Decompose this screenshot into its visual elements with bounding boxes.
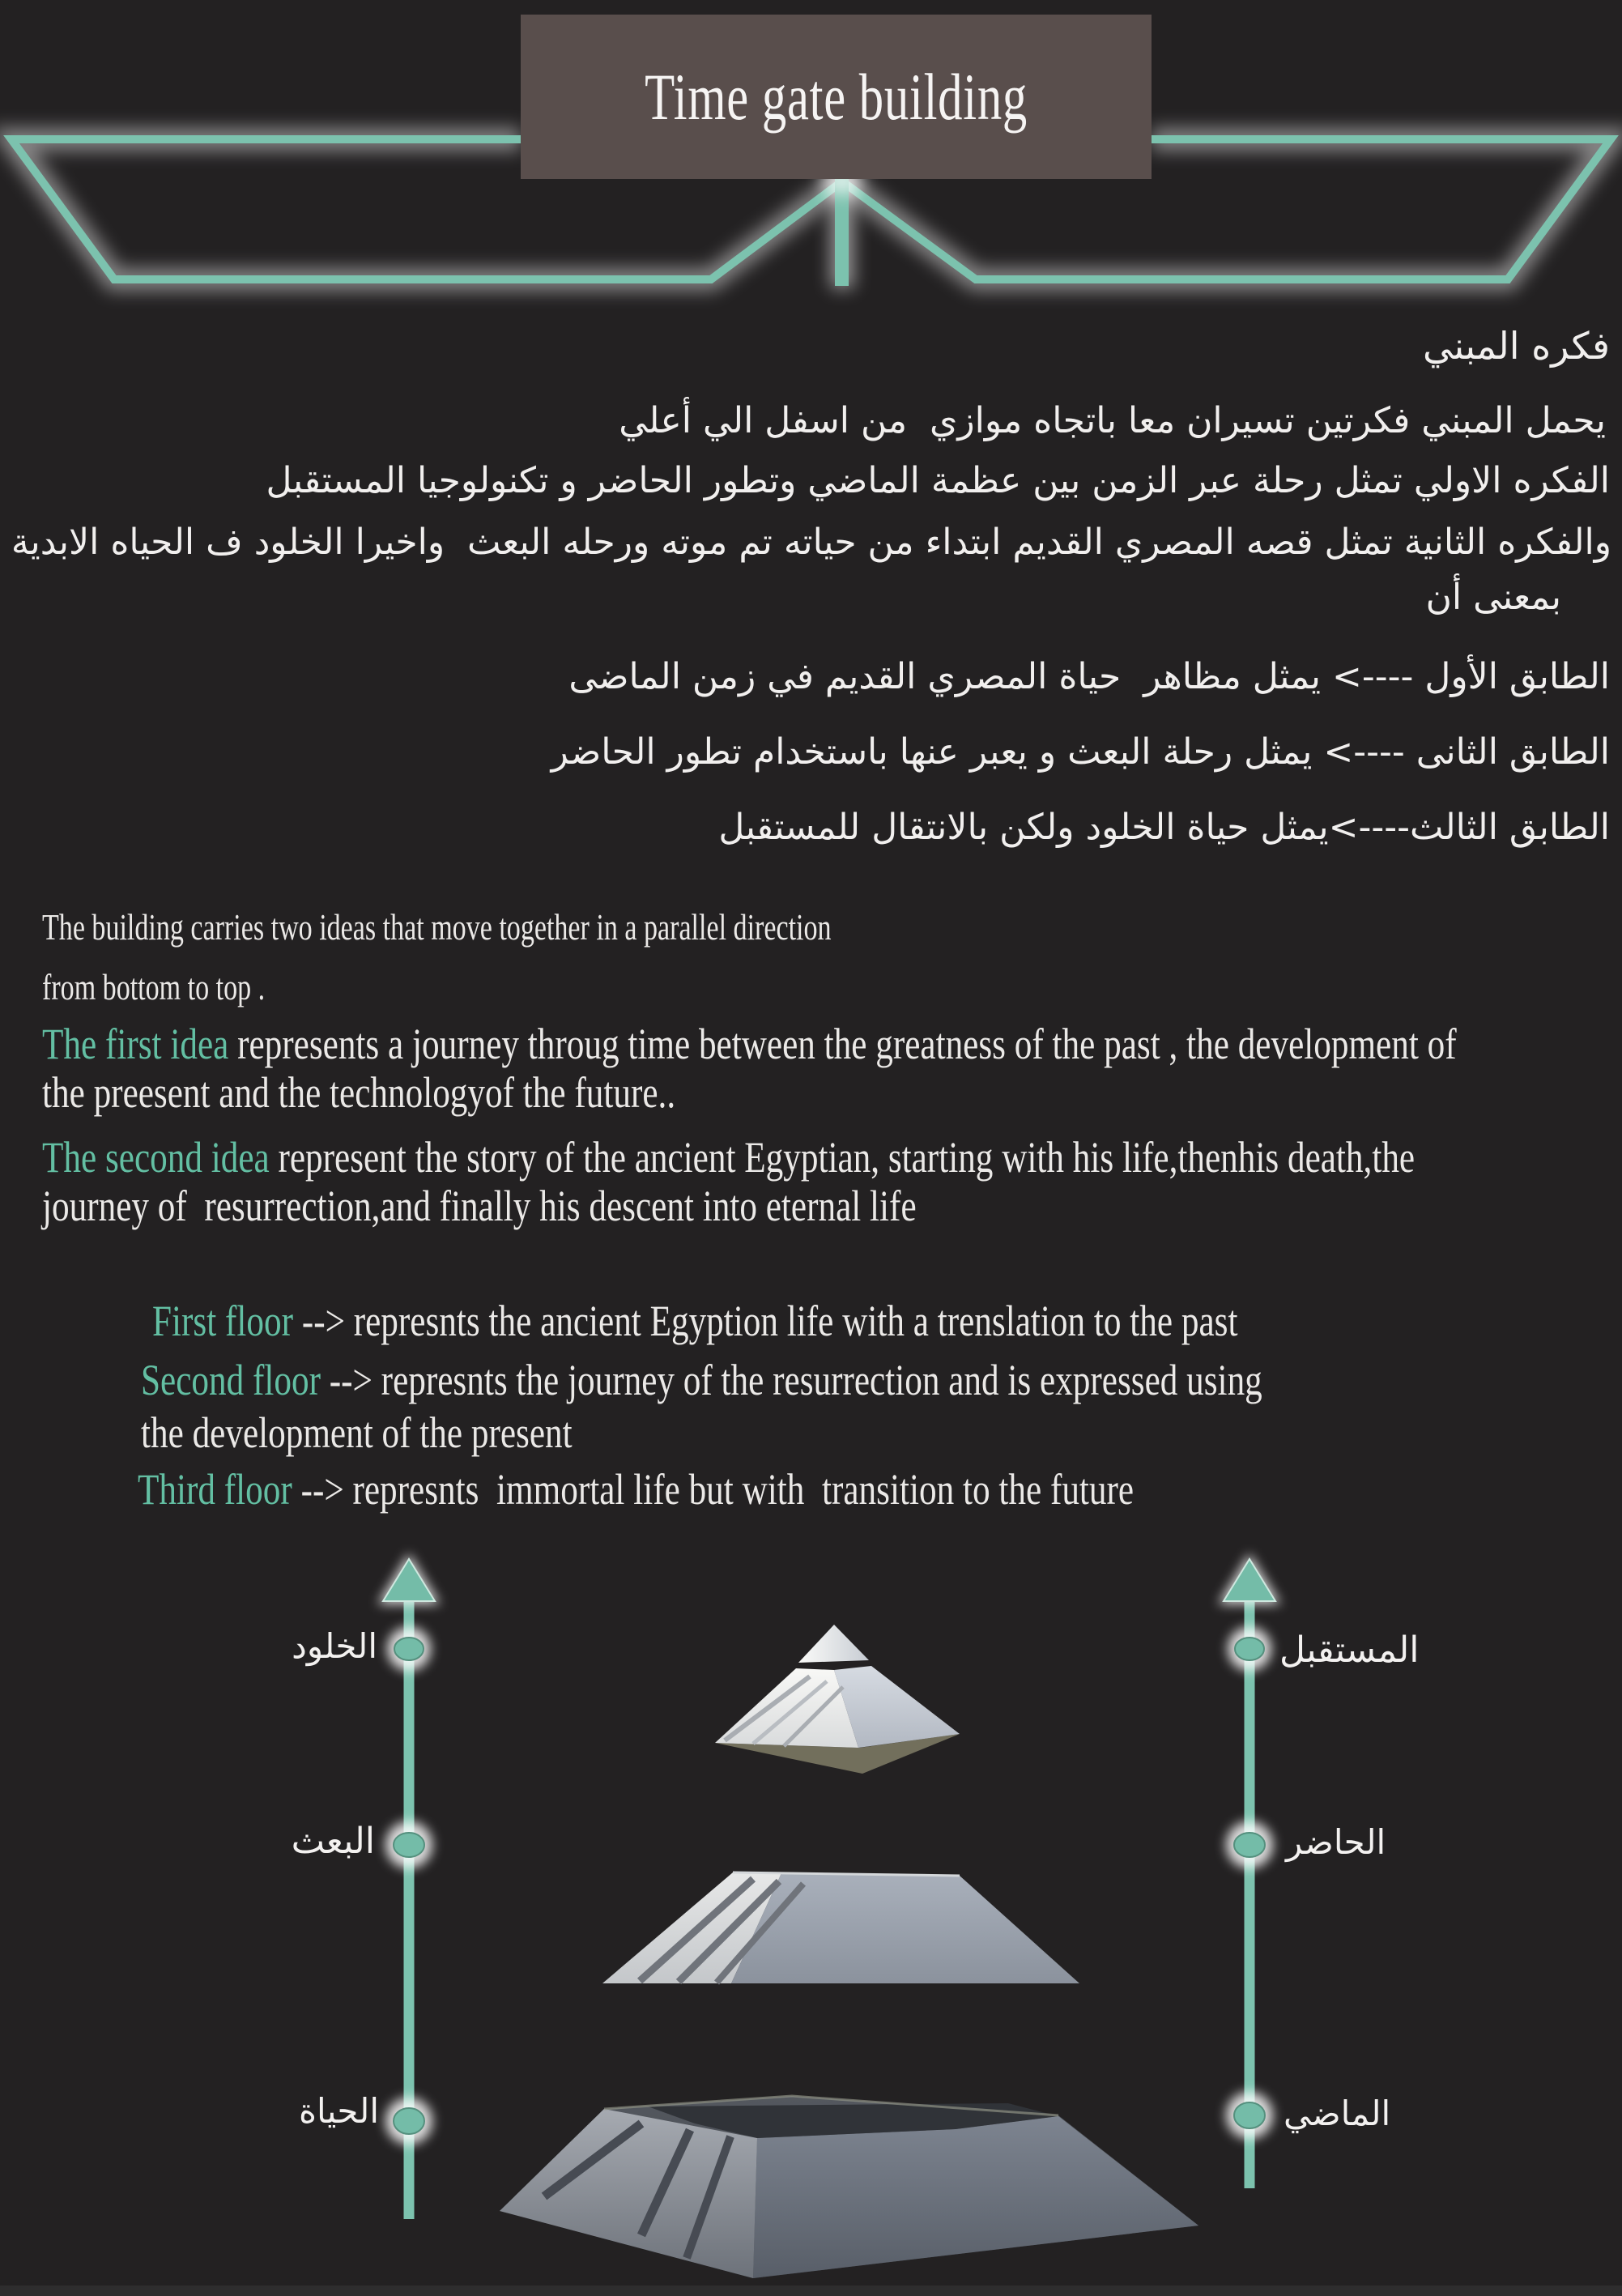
timeline-right-axis (1218, 1553, 1281, 2188)
pyramid-base (500, 2096, 1198, 2278)
arabic-floor-2: الطابق الثانى ----> يمثل رحلة البعث و يعبر عنها باستخدام تطور الحاضر (551, 731, 1610, 773)
timeline-left-axis (377, 1553, 441, 2219)
bottom-strip (0, 2285, 1622, 2296)
page-title: Time gate building (645, 59, 1028, 134)
timeline-left-label-top: الخلود (292, 1626, 377, 1666)
arabic-heading: فكره المبني (1423, 324, 1610, 368)
first-floor-highlight: First floor (152, 1297, 294, 1345)
arabic-line-3: والفكره الثانية تمثل قصه المصري القديم ابتداء من حياته تم موته ورحله البعث واخيرا الخلود ف الحياه الابدية (11, 522, 1611, 563)
timeline-right-arrow-icon (1224, 1559, 1275, 1601)
timeline-left-node-bottom (394, 2108, 424, 2134)
idea1-highlight: The first idea (42, 1020, 229, 1068)
timeline-right-node-bottom (1234, 2102, 1265, 2128)
third-floor-rest: --> represnts immortal life but with transition to the future (292, 1465, 1135, 1514)
title-box (521, 15, 1152, 179)
english-para-line-1: The building carries two ideas that move together in a parallel direction (42, 906, 832, 948)
arabic-line-1: يحمل المبني فكرتين تسيران معا باتجاه موازي من اسفل الي أعلي (619, 400, 1606, 441)
timeline-right-node-middle (1234, 1833, 1265, 1857)
arabic-line-2: الفكره الاولي تمثل رحلة عبر الزمن بين عظمة الماضي وتطور الحاضر و تكنولوجيا المستقبل (266, 460, 1610, 501)
gate-stem (835, 179, 849, 286)
first-floor-rest: --> represnts the ancient Egyption life with a trenslation to the past (293, 1297, 1238, 1345)
idea1-rest: represents a journey throug time between the greatness of the past , the development of (228, 1020, 1457, 1068)
timeline-left-label-bottom: الحياة (298, 2091, 379, 2131)
arabic-line-4: بمعنى أن (1425, 577, 1561, 618)
arabic-floor-3: الطابق الثالث---->يمثل حياة الخلود ولكن بالانتقال للمستقبل (718, 807, 1610, 848)
timeline-left-arrow-icon (383, 1559, 435, 1601)
timeline-left-node-top (394, 1638, 424, 1660)
third-floor-highlight: Third floor (138, 1465, 292, 1514)
timeline-left-node-middle (394, 1833, 424, 1857)
third-floor-line (125, 1450, 1383, 1514)
timeline-right-label-bottom: الماضي (1284, 2094, 1391, 2133)
english-para-line-2: from bottom to top . (42, 966, 266, 1007)
second-floor-cont: the development of the present (141, 1408, 573, 1457)
timeline-left-label-middle: البعث (291, 1821, 375, 1862)
idea2-highlight: The second idea (42, 1133, 270, 1182)
arabic-floor-1: الطابق الأول ----> يمثل مظاهر حياة المصري القديم في زمن الماضى (568, 656, 1610, 697)
timeline-right-label-middle: الحاضر (1286, 1822, 1386, 1862)
timeline-right-label-top: المستقبل (1279, 1629, 1420, 1671)
idea2-rest: represent the story of the ancient Egyptian, starting with his life,thenhis death,the (269, 1133, 1416, 1182)
pyramid-top (715, 1625, 960, 1774)
second-floor-rest: --> represnts the journey of the resurrection and is expressed using (320, 1356, 1262, 1404)
timeline-right-node-top (1235, 1638, 1264, 1660)
second-floor-highlight: Second floor (141, 1356, 321, 1404)
pyramid-capstone (798, 1625, 869, 1663)
pyramid-middle (602, 1872, 1079, 1983)
idea1-line-2: the preesent and the technologyof the future.. (42, 1068, 676, 1117)
idea2-line-2: journey of resurrection,and finally his descent into eternal life (42, 1182, 917, 1230)
first-floor-line (139, 1281, 1509, 1346)
